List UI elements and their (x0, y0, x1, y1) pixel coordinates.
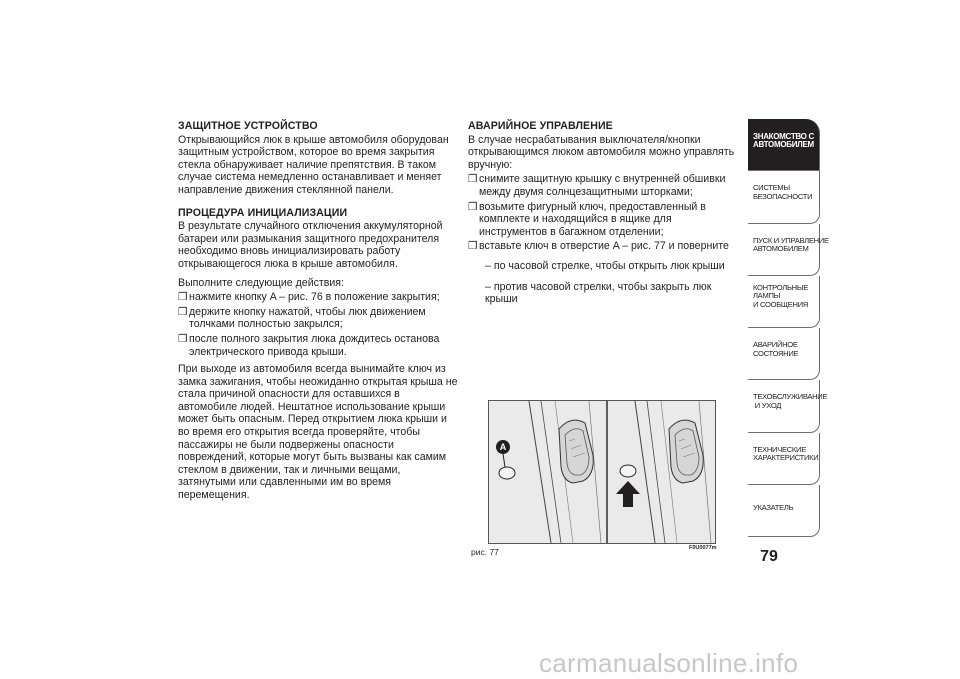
bullet-marker: ❒ (468, 200, 478, 213)
bullet-marker: ❒ (178, 291, 188, 304)
paragraph-initialization: В результате случайного отключения аккумуляторной батареи или размыкания защитного предохранителя необходимо вновь инициализировать работу открывающегося люка в крыше автомобиля. (178, 220, 443, 270)
roof-panel-drawing (489, 401, 715, 543)
page-number: 79 (760, 548, 778, 565)
section-heading-safety-device: ЗАЩИТНОЕ УСТРОЙСТВО (178, 120, 318, 132)
figure-77-illustration (488, 400, 716, 544)
paragraph-warning: При выходе из автомобиля всегда вынимайте ключ из замка зажигания, чтобы неожиданно открытая крыша не стала причиной опасности для оставшихся в автомобиле людей. Нештатное использование крыши может быть опасным. Перед открытием люка крыши и во время его открытия всегда проверяйте, чтобы пассажиры не были подвержены опасности повреждений, которые могут быть вызваны как самим стеклом в движении, так и личными вещами, затянутыми или сдавленными им во время перемещения. (178, 363, 458, 502)
paragraph-safety-device: Открывающийся люк в крыше автомобиля оборудован защитным устройством, которое во время закрытия стекла обнаруживает наличие препятствия. В таком случае система немедленно останавливает и меняет направление движения стеклянной панели. (178, 133, 449, 196)
list-item: ❒ возьмите фигурный ключ, предоставленный в комплекте и находящийся в ящике для инструментов в багажном отделении; (468, 200, 706, 238)
figure-caption: рис. 77 (471, 547, 499, 557)
dash-item-counterclockwise: – против часовой стрелки, чтобы закрыть люк крыши (485, 280, 712, 306)
list-item: ❒ держите кнопку нажатой, чтобы люк движением толчками полностью закрылся; (178, 305, 426, 331)
list-item: ❒ вставьте ключ в отверстие A – рис. 77 и поверните (468, 240, 729, 253)
tab-warning-lights[interactable]: КОНТРОЛЬНЫЕ ЛАМПЫ И СООБЩЕНИЯ (748, 276, 820, 328)
bullet-marker: ❒ (468, 173, 478, 186)
tab-maintenance[interactable]: ТЕХОБСЛУЖИВАНИЕ И УХОД (748, 380, 820, 432)
dash-item-clockwise: – по часовой стрелке, чтобы открыть люк крыши (485, 259, 725, 272)
tab-emergency[interactable]: АВАРИЙНОЕ СОСТОЯНИЕ (748, 328, 820, 380)
bullet-marker: ❒ (468, 240, 478, 253)
watermark-text: carmanualsonline.info (539, 648, 799, 678)
tab-technical-specs[interactable]: ТЕХНИЧЕСКИЕ ХАРАКТЕРИСТИКИ (748, 433, 820, 485)
list-item: ❒ снимите защитную крышку с внутренней обшивки между двумя солнцезащитными шторками; (468, 173, 726, 198)
tab-starting-driving[interactable]: ПУСК И УПРАВЛЕНИЕ АВТОМОБИЛЕМ (748, 224, 820, 276)
tab-safety-systems[interactable]: СИСТЕМЫ БЕЗОПАСНОСТИ (748, 171, 820, 223)
bullet-marker: ❒ (178, 305, 188, 318)
section-heading-initialization: ПРОЦЕДУРА ИНИЦИАЛИЗАЦИИ (178, 206, 348, 219)
chapter-tabs (748, 119, 829, 537)
paragraph-steps-intro: Выполните следующие действия: (178, 276, 344, 289)
list-item: ❒ после полного закрытия люка дождитесь останова электрического привода крыши. (178, 332, 440, 358)
tab-getting-to-know-car[interactable]: ЗНАКОМСТВО С АВТОМОБИЛЕМ (748, 119, 820, 171)
bullet-marker: ❒ (178, 332, 188, 345)
right-column (468, 120, 740, 314)
left-column (178, 120, 460, 508)
list-item: ❒ нажмите кнопку A – рис. 76 в положение закрытия; (178, 291, 440, 304)
figure-code: F0U0077m (689, 545, 717, 551)
section-heading-emergency-control: АВАРИЙНОЕ УПРАВЛЕНИЕ (468, 120, 613, 132)
callout-a-label: A (499, 442, 507, 452)
tab-index[interactable]: УКАЗАТЕЛЬ (748, 485, 820, 537)
paragraph-emergency-control: В случае несрабатывания выключателя/кнопки открывающимся люком автомобиля можно управлять вручную: (468, 133, 735, 171)
